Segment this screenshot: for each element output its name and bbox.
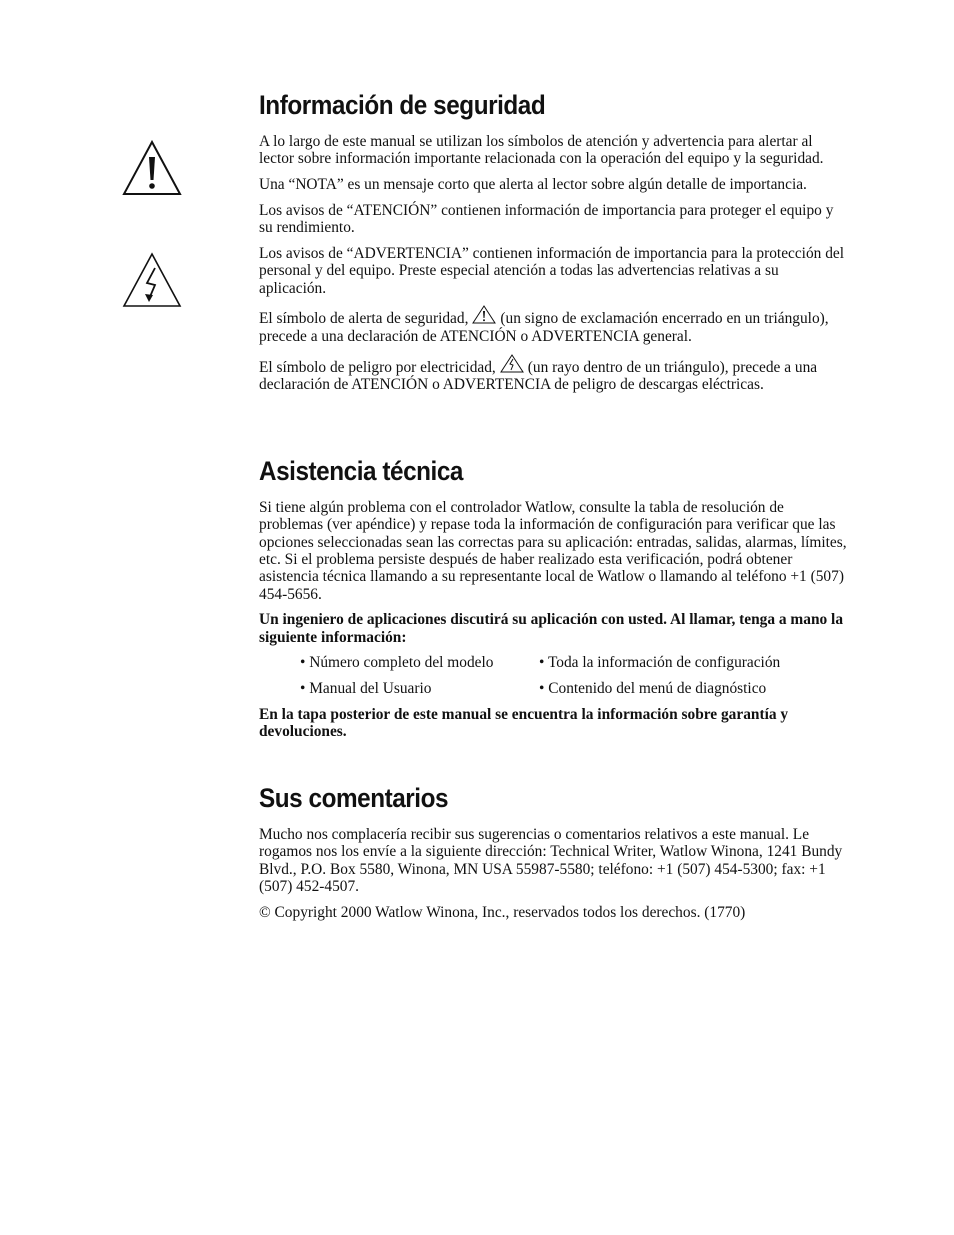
support-paragraph-3: En la tapa posterior de este manual se encuentra la información sobre garantía y devoluciones. [259,705,789,740]
safety-paragraph-6 [259,354,849,394]
list-item: • Número completo del modelo [300,654,494,672]
warning-exclamation-icon [122,140,182,196]
safety-paragraph-5 [259,305,849,345]
safety-paragraph-2: Una “NOTA” es un mensaje corto que alerta al lector sobre algún detalle de importancia. [259,176,807,194]
list-item: • Contenido del menú de diagnóstico [539,680,767,698]
support-paragraph-2: Un ingeniero de aplicaciones discutirá su aplicación con usted. Al llamar, tenga a mano la siguiente información: [259,611,844,646]
copyright-text: © Copyright 2000 Watlow Winona, Inc., reservados todos los derechos. (1770) [259,903,746,921]
list-item: • Toda la información de configuración [539,654,781,672]
list-item: • Manual del Usuario [300,680,432,698]
comments-heading: Sus comentarios [259,783,449,813]
info-bullet-list [300,654,849,697]
inline-exclamation-icon [472,305,496,324]
support-heading: Asistencia técnica [259,456,463,486]
safety-heading: Información de seguridad [259,90,546,120]
safety-p6-after: (un rayo dentro de un triángulo), precede a una declaración de ATENCIÓN o ADVERTENCIA de peligro de descargas eléctricas. [259,358,818,393]
comments-paragraph-1: Mucho nos complacería recibir sus sugerencias o comentarios relativos a este manual. Le rogamos nos los envíe a la siguiente dirección: Technical Writer, Watlow Winona, 1241 Bundy Blvd., P.O. Box 5580, Winona, MN USA 55987-5580; teléfono: +1 (507) 454-5300; fax: +1 (507) 452-4507. [259,826,843,895]
support-paragraph-1: Si tiene algún problema con el controlador Watlow, consulte la tabla de resolución de problemas (ver apéndice) y repase toda la información de configuración para verificar que las opciones seleccionadas sean las correctas para su aplicación: entradas, salidas, alarmas, límites, etc. Si el problema persiste después de haber realizado esta verificación, podrá obtener asistencia técnica llamando a su representante local de Watlow o llamando al teléfono +1 (507) 454-5656. [259,499,847,603]
comments-section [259,783,849,930]
electric-hazard-icon [122,252,182,308]
safety-paragraph-4: Los avisos de “ADVERTENCIA” contienen información de importancia para la protección del personal y del equipo. Preste especial atención a todas las advertencias relativas a su aplicación. [259,245,845,297]
inline-electric-icon [500,354,524,373]
safety-p5-before: El símbolo de alerta de seguridad, [259,310,469,328]
support-section [259,456,849,749]
safety-p5-after: (un signo de exclamación encerrado en un triángulo), precede a una declaración de ATENCIÓN o ADVERTENCIA general. [259,310,829,345]
safety-paragraph-1: A lo largo de este manual se utilizan los símbolos de atención y advertencia para alertar al lector sobre información importante relacionada con la operación del equipo y la seguridad. [259,133,824,168]
safety-p6-before: El símbolo de peligro por electricidad, [259,358,496,376]
safety-paragraph-3: Los avisos de “ATENCIÓN” contienen información de importancia para proteger el equipo y su rendimiento. [259,201,834,237]
safety-section [259,90,849,402]
